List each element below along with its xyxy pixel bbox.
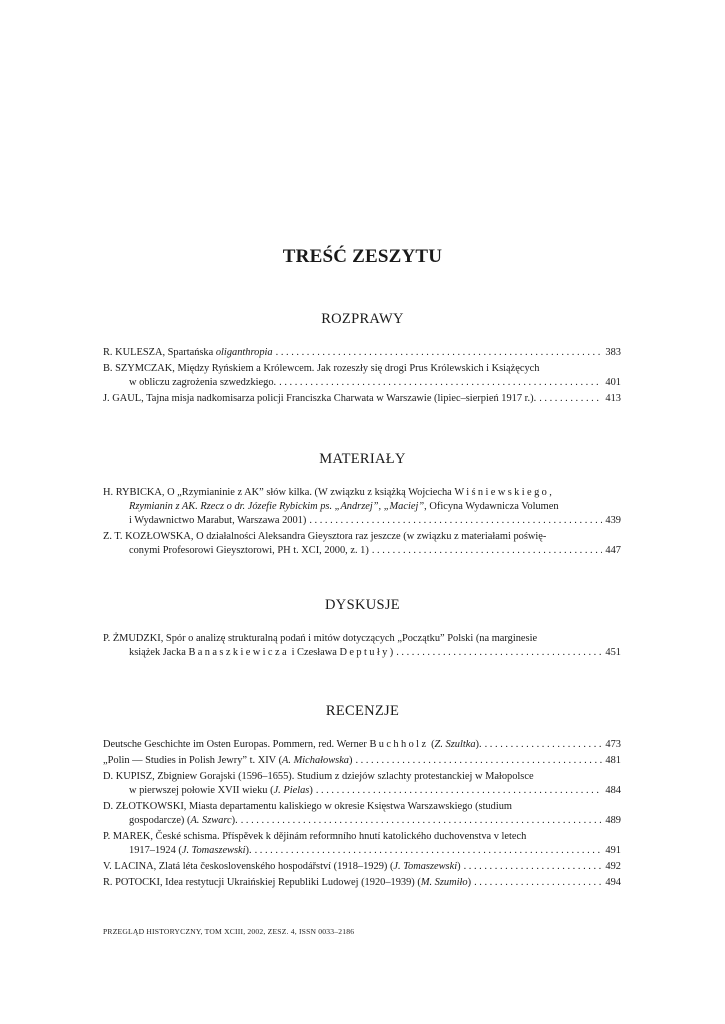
toc-entry[interactable] bbox=[103, 486, 621, 528]
entry-italic: J. Tomaszewski bbox=[181, 845, 246, 856]
entry-text: R. POTOCKI, Idea restytucji Ukraińskiej Republiki Ludowej (1920–1939) ( bbox=[103, 877, 421, 888]
entry-text: ) bbox=[467, 877, 472, 888]
toc-entry[interactable] bbox=[103, 392, 621, 406]
entry-text: Z. T. KOZŁOWSKA, O działalności Aleksandra Gieysztora raz jeszcze (w związku z materiałami poświę- bbox=[103, 531, 547, 542]
leader-dots bbox=[316, 784, 603, 798]
entry-text: R. KULESZA, Spartańska bbox=[103, 347, 216, 358]
entry-italic: A. Szwarc bbox=[190, 815, 232, 826]
leader-dots bbox=[474, 876, 602, 890]
entry-text: V. LACINA, Zlatá léta československého hospodářství (1918–1929) ( bbox=[103, 861, 394, 872]
entry-text: , Oficyna Wydawnicza Volumen bbox=[424, 501, 559, 512]
section-heading-dyskusje: DYSKUSJE bbox=[325, 597, 400, 613]
entry-text: H. RYBICKA, O „Rzymianinie z AK” słów kilka. (W związku z książką Wojciecha bbox=[103, 487, 455, 498]
page-number: 413 bbox=[605, 393, 621, 404]
page-number: 447 bbox=[605, 545, 621, 556]
entry-italic: Rzymianin z AK. Rzecz o dr. Józefie Rybickim ps. „Andrzej”, „Maciej” bbox=[129, 501, 425, 512]
page-number: 481 bbox=[605, 755, 621, 766]
toc-materialy bbox=[103, 486, 621, 560]
toc-dyskusje bbox=[103, 632, 621, 662]
entry-text: „Polin — Studies in Polish Jewry” t. XIV ( bbox=[103, 755, 283, 766]
page-title: TREŚĆ ZESZYTU bbox=[282, 246, 443, 267]
toc-entry[interactable] bbox=[103, 738, 621, 752]
section-heading-materialy: MATERIAŁY bbox=[319, 451, 406, 467]
leader-dots bbox=[309, 514, 602, 528]
toc-entry[interactable] bbox=[103, 770, 621, 798]
entry-text: D. KUPISZ, Zbigniew Gorajski (1596–1655). Studium z dziejów szlachty protestanckiej w Małopolsce bbox=[103, 771, 534, 782]
toc-recenzje bbox=[103, 738, 621, 892]
leader-dots bbox=[276, 346, 603, 360]
page-number: 401 bbox=[605, 377, 621, 388]
entry-italic: M. Szumiło bbox=[420, 877, 468, 888]
entry-text: Deutsche Geschichte im Osten Europas. Pommern, red. Werner bbox=[103, 739, 370, 750]
entry-italic: oliganthropia bbox=[215, 347, 273, 358]
section-heading-rozprawy: ROZPRAWY bbox=[321, 311, 404, 327]
page-number: 439 bbox=[605, 515, 621, 526]
entry-spaced-name: Deptuły bbox=[339, 647, 390, 658]
leader-dots bbox=[485, 738, 603, 752]
page-number: 383 bbox=[605, 347, 621, 358]
toc-entry[interactable] bbox=[103, 530, 621, 558]
entry-text: ). bbox=[245, 845, 252, 856]
entry-italic: J. Tomaszewski bbox=[393, 861, 458, 872]
entry-text: i Czesława bbox=[288, 647, 340, 658]
entry-text: 1917–1924 ( bbox=[129, 845, 182, 856]
toc-entry[interactable] bbox=[103, 362, 621, 390]
section-heading-recenzje: RECENZJE bbox=[325, 703, 400, 719]
leader-dots bbox=[539, 392, 602, 406]
leader-dots bbox=[279, 376, 602, 390]
entry-italic: J. Pielas bbox=[273, 785, 310, 796]
entry-text: ) bbox=[389, 647, 394, 658]
toc-entry[interactable] bbox=[103, 754, 621, 768]
page-number: 484 bbox=[605, 785, 621, 796]
entry-text: conymi Profesorowi Gieysztorowi, PH t. XCI, 2000, z. 1) bbox=[129, 545, 369, 556]
page-number: 491 bbox=[605, 845, 621, 856]
entry-text: ) bbox=[457, 861, 461, 872]
entry-text: w pierwszej połowie XVII wieku ( bbox=[129, 785, 274, 796]
leader-dots bbox=[241, 814, 603, 828]
entry-spaced-name: Banaszkiewicza bbox=[188, 647, 289, 658]
toc-entry[interactable] bbox=[103, 346, 621, 360]
toc-entry[interactable] bbox=[103, 830, 621, 858]
entry-text: ). bbox=[475, 739, 482, 750]
entry-text: D. ZŁOTKOWSKI, Miasta departamentu kaliskiego w okresie Księstwa Warszawskiego (studium bbox=[103, 801, 513, 812]
leader-dots bbox=[396, 646, 602, 660]
entry-spaced-name: Wiśniewskiego bbox=[454, 487, 550, 498]
entry-text: i Wydawnictwo Marabut, Warszawa 2001) bbox=[129, 515, 307, 526]
entry-italic: A. Michałowska bbox=[282, 755, 349, 766]
entry-italic: Z. Szultka bbox=[434, 739, 476, 750]
leader-dots bbox=[372, 544, 603, 558]
entry-text: w obliczu zagrożenia szwedzkiego. bbox=[129, 377, 277, 388]
entry-text: gospodarcze) ( bbox=[129, 815, 191, 826]
entry-text: ) bbox=[349, 755, 353, 766]
entry-text: B. SZYMCZAK, Między Ryńskiem a Królewcem. Jak rozeszły się drogi Prus Królewskich i Książęcych bbox=[103, 363, 540, 374]
entry-text: J. GAUL, Tajna misja nadkomisarza policji Franciszka Charwata w Warszawie (lipiec–sierpień 1917 r.). bbox=[103, 393, 537, 404]
page-number: 494 bbox=[605, 877, 621, 888]
entry-text: P. ŻMUDZKI, Spór o analizę strukturalną podań i mitów dotyczących „Początku” Polski (na marginesie bbox=[103, 633, 538, 644]
toc-entry[interactable] bbox=[103, 632, 621, 660]
page-number: 451 bbox=[605, 647, 621, 658]
leader-dots bbox=[355, 754, 602, 768]
page-number: 492 bbox=[605, 861, 621, 872]
entry-text: P. MAREK, České schisma. Příspěvek k dějinám reformního hnutí katolického duchovenstva v letech bbox=[103, 831, 527, 842]
entry-text: ) bbox=[309, 785, 313, 796]
toc-entry[interactable] bbox=[103, 860, 621, 874]
toc-rozprawy bbox=[103, 346, 621, 408]
entry-spaced-name: Buchholz bbox=[369, 739, 429, 750]
page-number: 489 bbox=[605, 815, 621, 826]
toc-entry[interactable] bbox=[103, 876, 621, 890]
page-number: 473 bbox=[605, 739, 621, 750]
leader-dots bbox=[255, 844, 603, 858]
toc-entry[interactable] bbox=[103, 800, 621, 828]
entry-text: książek Jacka bbox=[129, 647, 189, 658]
entry-text: ( bbox=[428, 739, 435, 750]
journal-footer: PRZEGLĄD HISTORYCZNY, TOM XCIII, 2002, ZESZ. 4, ISSN 0033–2186 bbox=[103, 927, 355, 936]
leader-dots bbox=[464, 860, 603, 874]
entry-text: , bbox=[549, 487, 552, 498]
entry-text: ). bbox=[231, 815, 238, 826]
